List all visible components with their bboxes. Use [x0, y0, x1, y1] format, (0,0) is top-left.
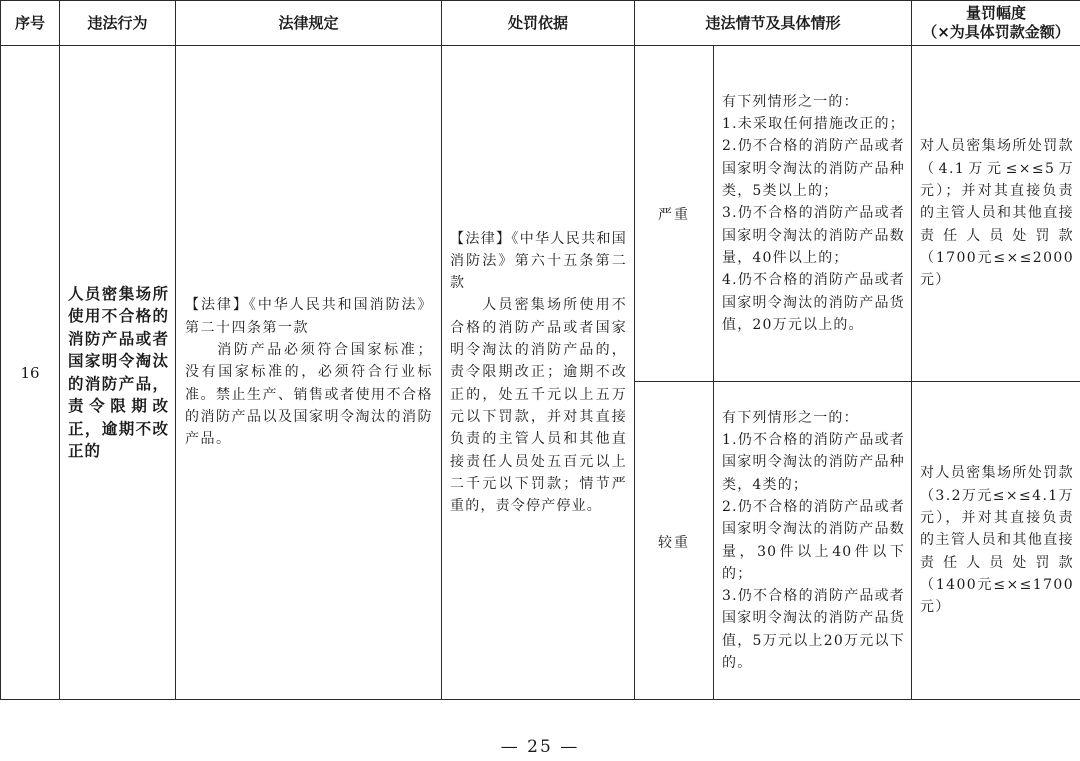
detail-item: 4.仍不合格的消防产品或者国家明令淘汰的消防产品货值，20万元以上的。	[722, 272, 906, 333]
detail-item: 1.未采取任何措施改正的；	[722, 116, 905, 133]
basis-body: 人员密集场所使用不合格的消防产品或者国家明令淘汰的消防产品的，责令限期改正；逾期不改正的，处五千元以上五万元以下罚款，并对其直接负责的主管人员和其他直接责任人员处五百元以上二千元以下罚款；情节严重的，责令停产停业。	[450, 297, 627, 515]
header-detail: 违法情节及具体情形	[635, 1, 912, 46]
header-basis: 处罚依据	[442, 1, 635, 46]
detail-item: 3.仍不合格的消防产品或者国家明令淘汰的消防产品货值，5万元以上20万元以下的。	[722, 588, 906, 671]
level-serious: 较重	[635, 382, 714, 700]
page-number: — 25 —	[500, 737, 580, 757]
detail-item: 2.仍不合格的消防产品或者国家明令淘汰的消防产品数量，30件以上40件以下的；	[722, 498, 906, 582]
level-severe: 严重	[635, 46, 714, 382]
law-body: 消防产品必须符合国家标准；没有国家标准的，必须符合行业标准。禁止生产、销售或者使用不合格的消防产品以及国家明令淘汰的消防产品。	[185, 342, 433, 448]
header-act: 违法行为	[60, 1, 176, 46]
detail-intro: 有下列情形之一的：	[722, 93, 859, 110]
header-law: 法律规定	[176, 1, 442, 46]
detail-intro: 有下列情形之一的：	[722, 409, 859, 426]
range-severe: 对人员密集场所处罚款（4.1万元≤×≤5万元）；并对其直接负责的主管人员和其他直接责任人员处罚款（1700元≤×≤2000元）	[912, 46, 1080, 382]
detail-item: 1.仍不合格的消防产品或者国家明令淘汰的消防产品种类，4类的；	[722, 432, 906, 493]
legal-provision	[176, 46, 442, 700]
law-title: 【法律】《中华人民共和国消防法》第二十四条第一款	[185, 297, 433, 336]
range-serious: 对人员密集场所处罚款（3.2万元≤×≤4.1万元），并对其直接负责的主管人员和其他直接责任人员处罚款（1400元≤×≤1700元）	[912, 382, 1080, 700]
header-range	[912, 1, 1080, 46]
basis-title: 【法律】《中华人民共和国消防法》第六十五条第二款	[450, 230, 627, 292]
penalty-basis	[442, 46, 635, 700]
detail-item: 3.仍不合格的消防产品或者国家明令淘汰的消防产品数量，40件以上的；	[722, 205, 906, 266]
detail-item: 2.仍不合格的消防产品或者国家明令淘汰的消防产品种类，5类以上的；	[722, 138, 906, 200]
header-row	[1, 1, 1080, 46]
header-range-note: （×为具体罚款金额）	[922, 23, 1070, 41]
table-row-severe	[1, 46, 1080, 382]
header-no: 序号	[1, 1, 60, 46]
detail-severe	[714, 46, 912, 382]
header-range-title: 量罚幅度	[966, 4, 1027, 22]
row-number: 16	[1, 46, 60, 700]
detail-serious	[714, 382, 912, 700]
violation-act: 人员密集场所使用不合格的消防产品或者国家明令淘汰的消防产品，责令限期改正，逾期不改正的	[60, 46, 176, 700]
